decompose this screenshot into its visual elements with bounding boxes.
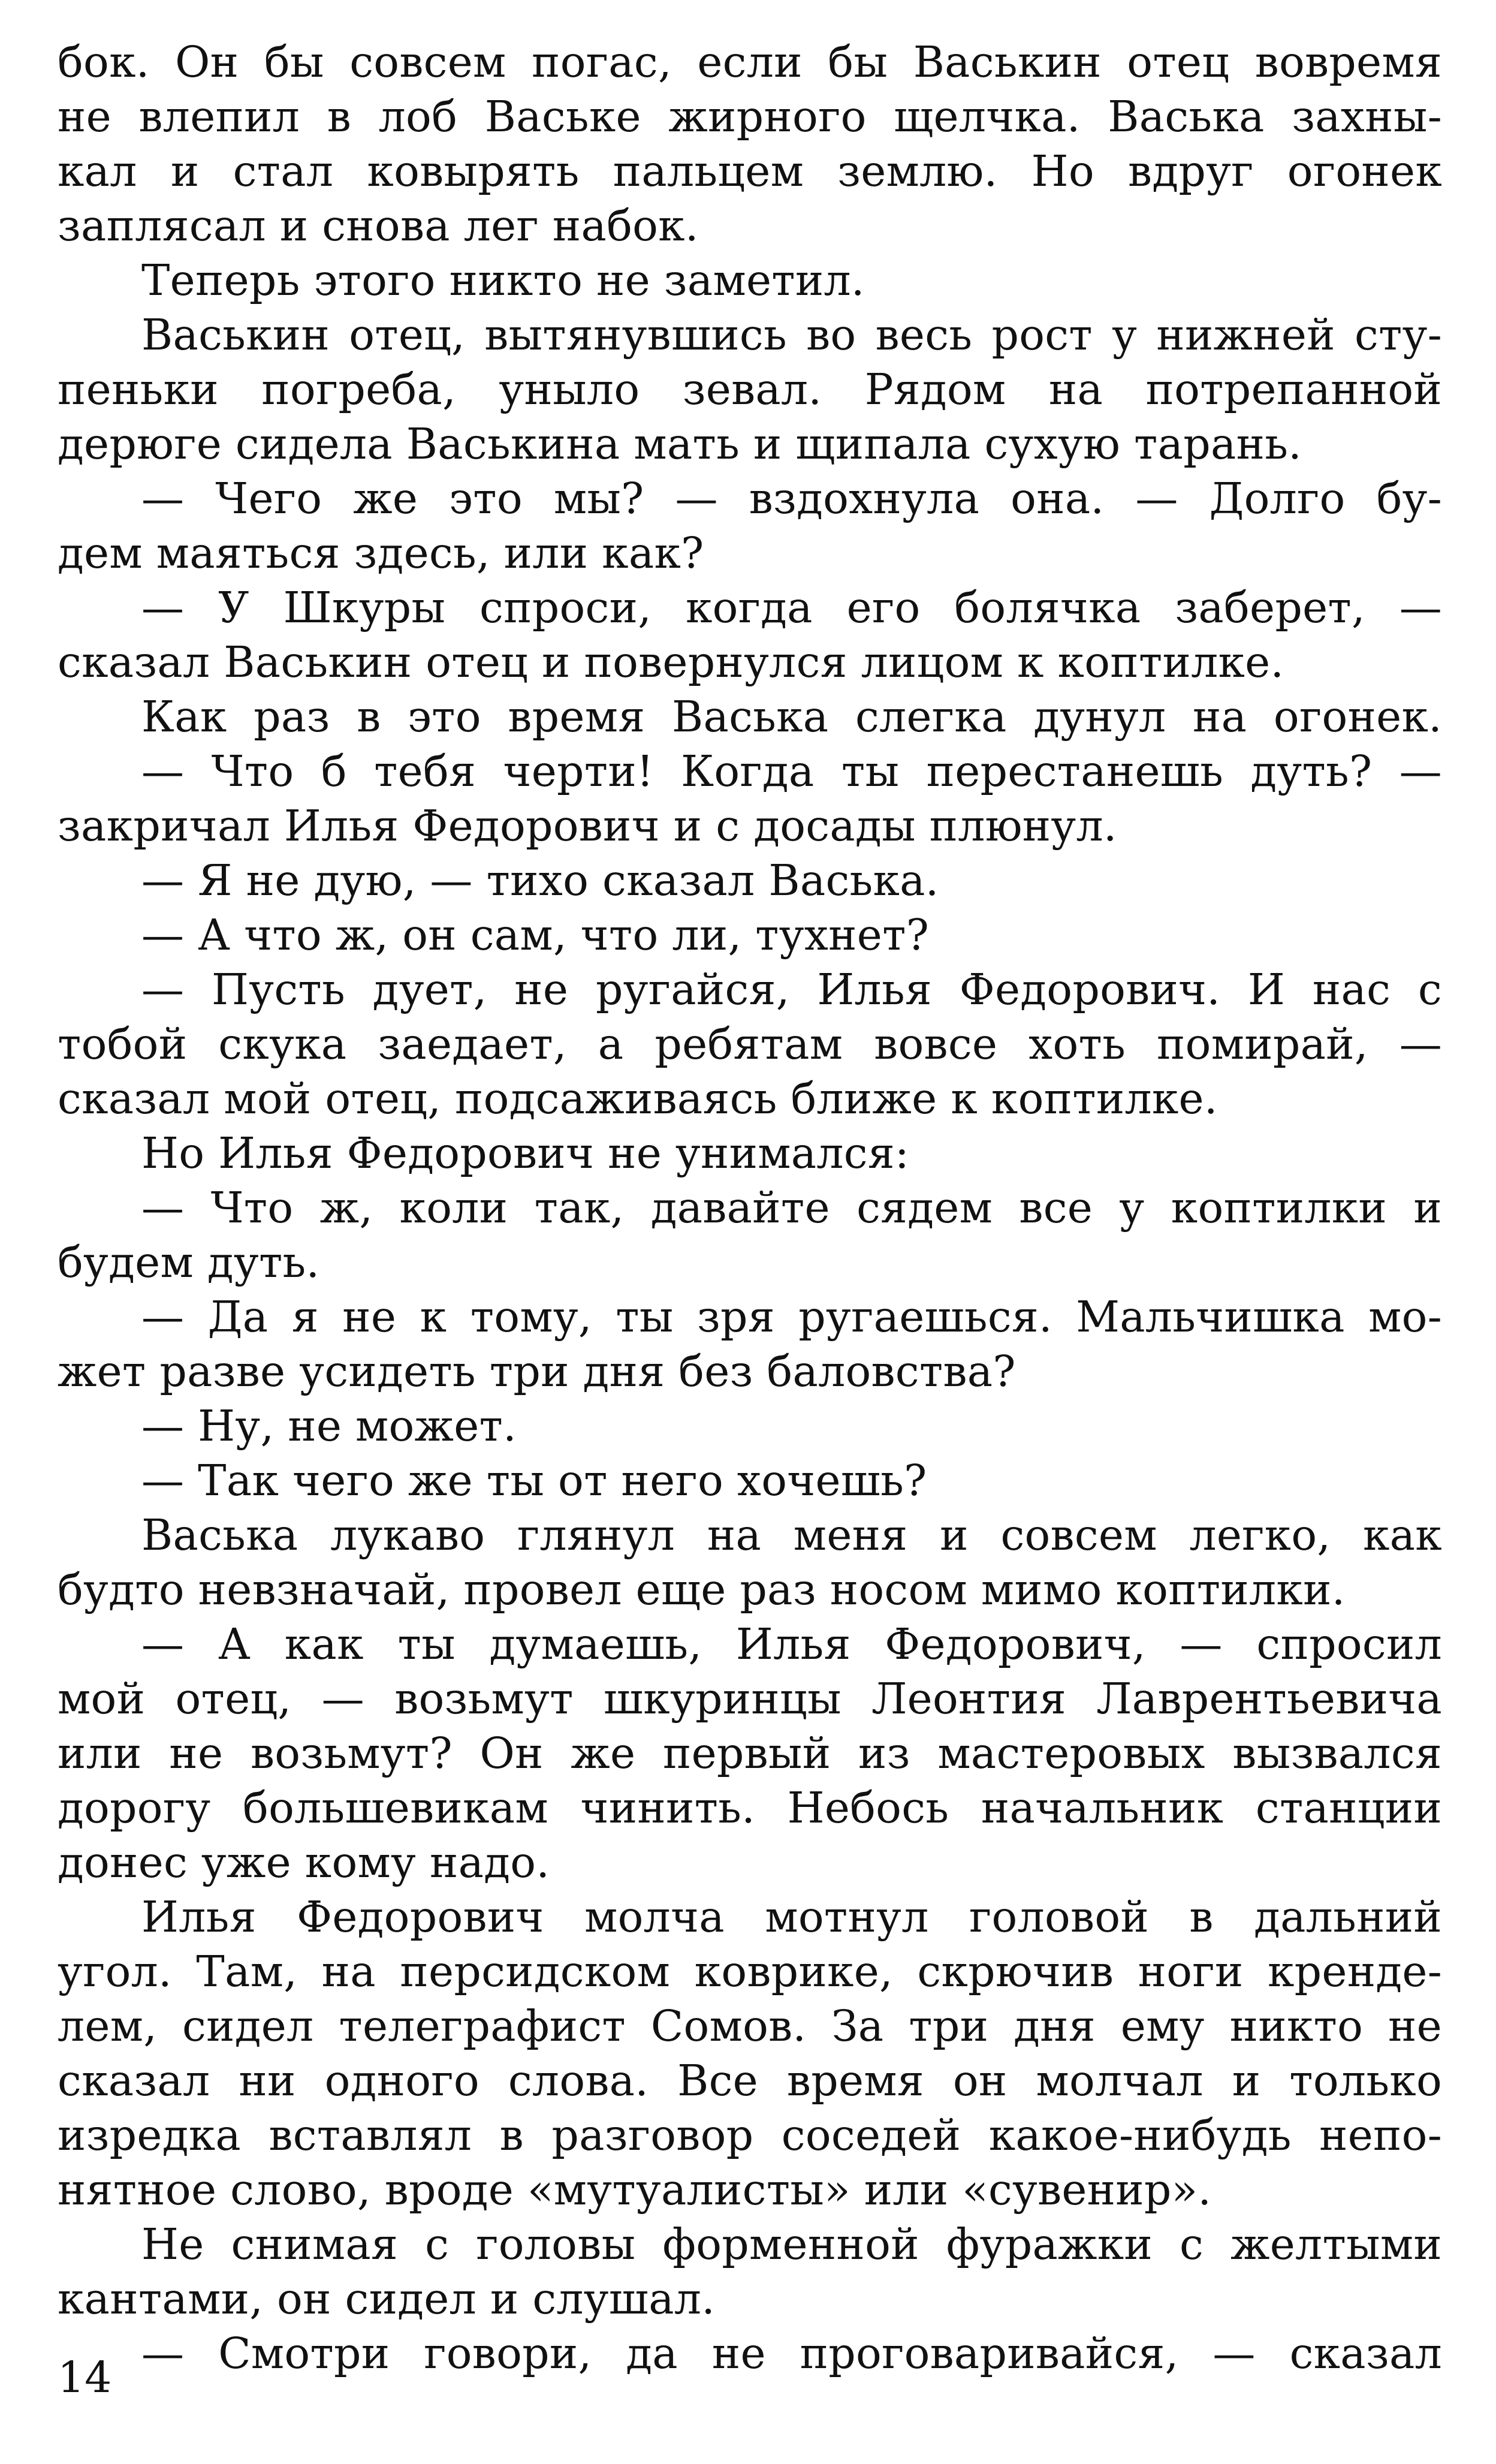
- text-line: мой отец, — возьмут шкуринцы Леонтия Лаврентьевича: [58, 1674, 1442, 1724]
- text-line: закричал Илья Федорович и с досады плюнул.: [58, 801, 1117, 851]
- text-line: — Что ж, коли так, давайте сядем все у коптилки и: [141, 1183, 1442, 1233]
- text-line: — Я не дую, — тихо сказал Васька.: [141, 856, 939, 905]
- body-text: [58, 35, 1442, 2381]
- text-line: сказал мой отец, подсаживаясь ближе к коптилке.: [58, 1074, 1218, 1123]
- text-line: дерюге сидела Васькина мать и щипала сухую тарань.: [58, 419, 1302, 469]
- text-line: тобой скука заедает, а ребятам вовсе хоть помирай, —: [58, 1019, 1442, 1069]
- text-line: — А как ты думаешь, Илья Федорович, — спросил: [141, 1619, 1442, 1669]
- text-line: донес уже кому надо.: [58, 1838, 550, 1887]
- text-line: — А что ж, он сам, что ли, тухнет?: [141, 910, 930, 960]
- text-line: — Смотри говори, да не проговаривайся, — сказал: [141, 2329, 1442, 2378]
- text-line: будто невзначай, провел еще раз носом мимо коптилки.: [58, 1565, 1346, 1614]
- text-line: изредка вставлял в разговор соседей какое-нибудь непо-: [58, 2110, 1442, 2160]
- text-line: будем дуть.: [58, 1237, 320, 1287]
- text-line: лем, сидел телеграфист Сомов. За три дня ему никто не: [58, 2001, 1442, 2051]
- text-line: — Ну, не может.: [141, 1401, 517, 1451]
- text-line: — Чего же это мы? — вздохнула она. — Долго бу-: [141, 474, 1442, 523]
- text-line: Васькин отец, вытянувшись во весь рост у нижней сту-: [141, 310, 1442, 360]
- text-line: или не возьмут? Он же первый из мастеровых вызвался: [58, 1728, 1442, 1778]
- text-line: Как раз в это время Васька слегка дунул на огонек.: [141, 692, 1442, 742]
- text-line: кал и стал ковырять пальцем землю. Но вдруг огонек: [58, 146, 1442, 196]
- text-line: сказал Васькин отец и повернулся лицом к коптилке.: [58, 637, 1284, 687]
- text-line: — Пусть дует, не ругайся, Илья Федорович. И нас с: [141, 965, 1442, 1014]
- page-number: 14: [58, 2352, 112, 2402]
- text-line: Теперь этого никто не заметил.: [141, 255, 865, 305]
- text-line: жет разве усидеть три дня без баловства?: [58, 1347, 1016, 1396]
- text-line: сказал ни одного слова. Все время он молчал и только: [58, 2056, 1442, 2105]
- text-line: не влепил в лоб Ваське жирного щелчка. Васька захны-: [58, 92, 1442, 141]
- text-line: заплясал и снова лег набок.: [58, 201, 699, 251]
- text-line: — У Шкуры спроси, когда его болячка заберет, —: [141, 583, 1442, 632]
- text-line: — Что б тебя черти! Когда ты перестанешь дуть? —: [141, 746, 1442, 796]
- text-line: угол. Там, на персидском коврике, скрючив ноги кренде-: [58, 1947, 1442, 1996]
- text-line: нятное слово, вроде «мутуалисты» или «сувенир».: [58, 2165, 1212, 2215]
- text-line: дем маяться здесь, или как?: [58, 528, 704, 578]
- text-line: дорогу большевикам чинить. Небось начальник станции: [58, 1783, 1442, 1833]
- text-line: Васька лукаво глянул на меня и совсем легко, как: [141, 1510, 1442, 1560]
- text-line: Не снимая с головы форменной фуражки с желтыми: [141, 2219, 1442, 2269]
- text-line: — Так чего же ты от него хочешь?: [141, 1456, 927, 1505]
- text-line: бок. Он бы совсем погас, если бы Васькин отец вовремя: [58, 37, 1442, 87]
- text-line: Илья Федорович молча мотнул головой в дальний: [141, 1892, 1442, 1942]
- text-line: пеньки погреба, уныло зевал. Рядом на потрепанной: [58, 365, 1442, 414]
- text-line: Но Илья Федорович не унимался:: [141, 1128, 910, 1178]
- text-line: кантами, он сидел и слушал.: [58, 2274, 716, 2324]
- text-line: — Да я не к тому, ты зря ругаешься. Мальчишка мо-: [141, 1292, 1442, 1342]
